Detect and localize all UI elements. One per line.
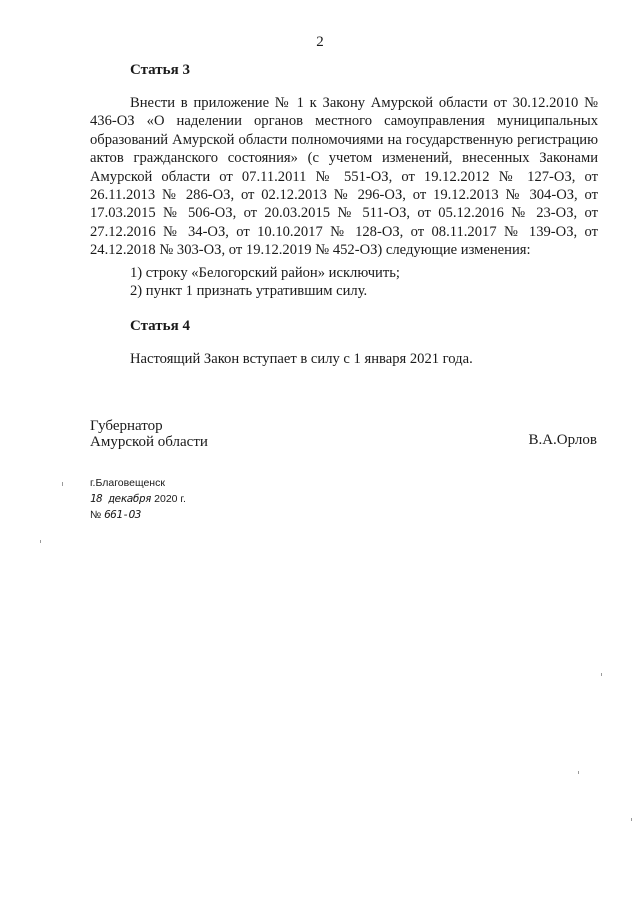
signature-name: В.А.Орлов [528,432,597,448]
signature-title-line1: Губернатор [90,418,163,434]
article-4-body: Настоящий Закон вступает в силу с 1 января 2021 года. [130,351,473,367]
article-3-body: Внести в приложение № 1 к Закону Амурской области от 30.12.2010 № 436-ОЗ «О наделении органов местного самоуправления муниципальных образований Амурской области полномочиями на государственную регистрацию актов гражданского состояния» (с учетом изменений, внесенных Законами Амурской области от 07.11.2011 № 551-ОЗ, от 19.12.2012 № 127-ОЗ, от 26.11.2013 № 286-ОЗ, от 02.12.2013 № 296-ОЗ, от 19.12.2013 № 304-ОЗ, от 17.03.2015 № 506-ОЗ, от 20.03.2015 № 511-ОЗ, от 05.12.2016 № 23-ОЗ, от 27.12.2016 № 34-ОЗ, от 10.10.2017 № 128-ОЗ, от 08.11.2017 № 139-ОЗ, от 24.12.2018 № 303-ОЗ, от 19.12.2019 № 452-ОЗ) следующие изменения: [90,95,598,259]
list-item: 1) строку «Белогорский район» исключить; [130,265,400,281]
place-number [90,507,186,523]
scan-mark [631,818,632,821]
place-date [90,491,186,507]
scan-mark [62,482,63,486]
article-3-heading: Статья 3 [130,62,190,78]
scan-mark [40,540,41,543]
handwritten-date: 18 декабря [90,492,152,505]
place-city: г.Благовещенск [90,477,165,489]
place-year: 2020 г. [151,493,186,505]
scan-mark [578,771,579,774]
page-number: 2 [316,34,324,50]
handwritten-number: 661-ОЗ [104,508,141,521]
list-item: 2) пункт 1 признать утратившим силу. [130,283,368,300]
place-block [90,476,186,523]
scan-mark [601,673,602,676]
signature-title [90,418,208,450]
number-prefix: № [90,509,105,521]
article-3-list [130,264,400,301]
article-4-heading: Статья 4 [130,318,190,334]
signature-title-line2: Амурской области [90,434,208,450]
